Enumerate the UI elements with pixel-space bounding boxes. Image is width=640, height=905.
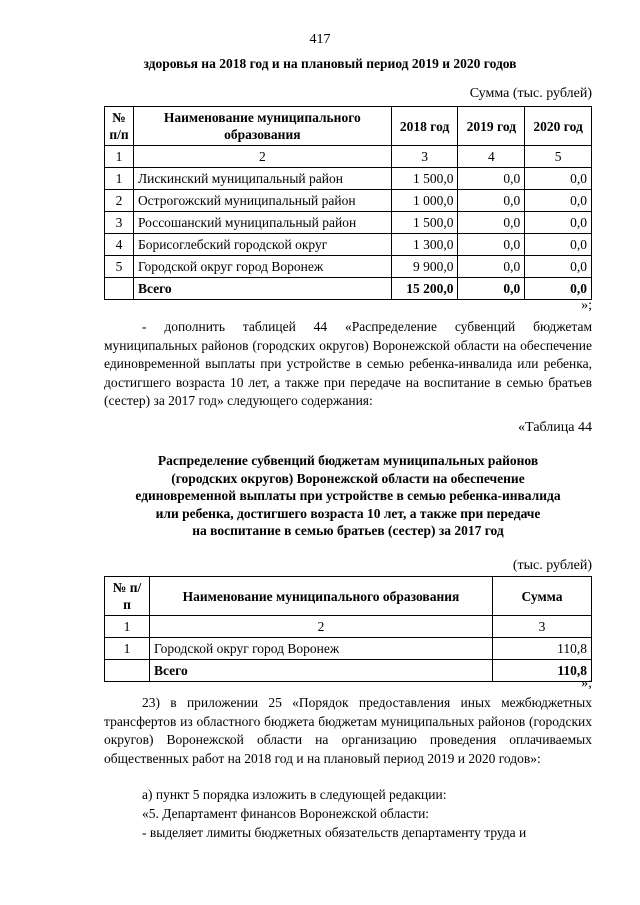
row-sum: 110,8 [493, 638, 592, 660]
row-2020: 0,0 [525, 168, 592, 190]
table-row [105, 212, 592, 234]
index-cell: 3 [493, 616, 592, 638]
table2-heading-line: Распределение субвенций бюджетам муниципальных районов [157, 453, 539, 468]
row-2018: 1 500,0 [391, 212, 458, 234]
paragraph-1: - дополнить таблицей 44 «Распределение субвенций бюджетам муниципальных районов (городских округов) Воронежской области на обеспечение единовременной выплаты при устройстве в семью ребенка-инвалида или ребенка, достигшего возраста 10 лет, а также при передаче на воспитание в семью братьев (сестер) за 2017 год» следующего содержания: [104, 319, 592, 408]
index-cell: 4 [458, 146, 525, 168]
index-cell: 3 [391, 146, 458, 168]
index-cell: 2 [133, 146, 391, 168]
row-name: Городской округ город Воронеж [133, 256, 391, 278]
row-num: 3 [105, 212, 134, 234]
header-2019: 2019 год [458, 107, 525, 146]
table2-unit: (тыс. рублей) [512, 558, 592, 573]
total-label: Всего [150, 660, 493, 682]
row-name: Городской округ город Воронеж [150, 638, 493, 660]
table-row [105, 638, 592, 660]
row-2019: 0,0 [458, 190, 525, 212]
index-cell: 2 [150, 616, 493, 638]
index-cell: 1 [105, 146, 134, 168]
row-name: Лискинский муниципальный район [133, 168, 391, 190]
table-row [105, 190, 592, 212]
table2-heading [104, 452, 592, 540]
table-row [105, 234, 592, 256]
total-num-empty [105, 660, 150, 682]
total-2019: 0,0 [458, 278, 525, 300]
index-cell: 5 [525, 146, 592, 168]
page-number: 417 [309, 32, 331, 47]
table1-closer: »; [581, 298, 592, 313]
table2-heading-line: на воспитание в семью братьев (сестер) за 2017 год [192, 523, 504, 538]
total-label: Всего [133, 278, 391, 300]
row-2019: 0,0 [458, 168, 525, 190]
table2-total-row [105, 660, 592, 682]
table1-heading: здоровья на 2018 год и на плановый период 2019 и 2020 годов [143, 56, 517, 71]
row-num: 5 [105, 256, 134, 278]
header-2020: 2020 год [525, 107, 592, 146]
row-2020: 0,0 [525, 234, 592, 256]
header-name: Наименование муниципального образования [133, 107, 391, 146]
header-name: Наименование муниципального образования [150, 577, 493, 616]
row-num: 2 [105, 190, 134, 212]
row-2019: 0,0 [458, 212, 525, 234]
row-2018: 1 500,0 [391, 168, 458, 190]
total-2020: 0,0 [525, 278, 592, 300]
row-2018: 9 900,0 [391, 256, 458, 278]
table1-unit: Сумма (тыс. рублей) [469, 86, 592, 101]
table2-index-row [105, 616, 592, 638]
row-2019: 0,0 [458, 256, 525, 278]
table2-heading-line: единовременной выплаты при устройстве в семью ребенка-инвалида [135, 488, 561, 503]
row-name: Острогожский муниципальный район [133, 190, 391, 212]
total-sum: 110,8 [493, 660, 592, 682]
row-num: 1 [105, 638, 150, 660]
header-num: № п/п [105, 107, 134, 146]
line-a: а) пункт 5 порядка изложить в следующей редакции: [142, 787, 447, 802]
row-2018: 1 300,0 [391, 234, 458, 256]
row-2020: 0,0 [525, 256, 592, 278]
table2-label: «Таблица 44 [518, 420, 592, 435]
table1 [104, 106, 592, 300]
table2-closer: »; [581, 676, 592, 691]
table2-heading-line: (городских округов) Воронежской области на обеспечение [171, 470, 525, 486]
total-2018: 15 200,0 [391, 278, 458, 300]
table2 [104, 576, 592, 682]
table1-header-row [105, 107, 592, 146]
header-2018: 2018 год [391, 107, 458, 146]
row-num: 1 [105, 168, 134, 190]
row-name: Россошанский муниципальный район [133, 212, 391, 234]
row-2019: 0,0 [458, 234, 525, 256]
row-name: Борисоглебский городской округ [133, 234, 391, 256]
table1-index-row [105, 146, 592, 168]
line-b: «5. Департамент финансов Воронежской области: [142, 806, 430, 821]
row-2020: 0,0 [525, 212, 592, 234]
line-c: - выделяет лимиты бюджетных обязательств департаменту труда и [142, 825, 527, 840]
row-2020: 0,0 [525, 190, 592, 212]
total-num-empty [105, 278, 134, 300]
table2-header-row [105, 577, 592, 616]
row-num: 4 [105, 234, 134, 256]
index-cell: 1 [105, 616, 150, 638]
table1-total-row [105, 278, 592, 300]
table-row [105, 256, 592, 278]
row-2018: 1 000,0 [391, 190, 458, 212]
header-sum: Сумма [493, 577, 592, 616]
table2-heading-line: или ребенка, достигшего возраста 10 лет, а также при передаче [155, 505, 541, 521]
header-num: № п/п [105, 577, 150, 616]
table-row [105, 168, 592, 190]
paragraph-2: 23) в приложении 25 «Порядок предоставления иных межбюджетных трансфертов из областного бюджета бюджетам муниципальных районов (городских округов) Воронежской области на организацию проведения оплачиваемых общественных работ на 2018 год и на плановый период 2019 и 2020 годов»: [104, 695, 592, 766]
